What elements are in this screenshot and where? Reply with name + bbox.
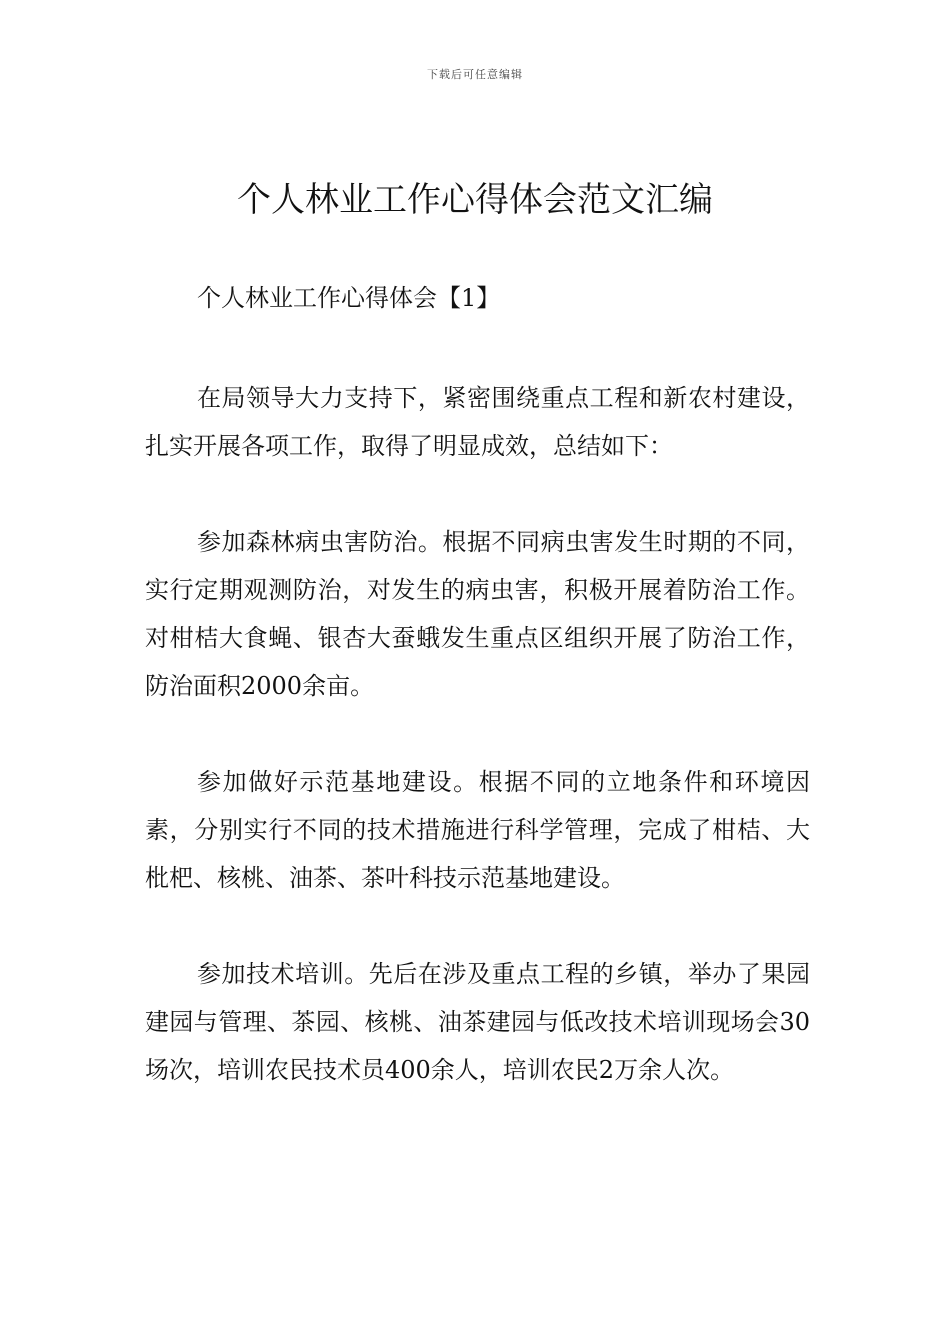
header-note: 下载后可任意编辑 bbox=[427, 68, 523, 81]
paragraph-intro: 在局领导大力支持下，紧密围绕重点工程和新农村建设，扎实开展各项工作，取得了明显成效，总结如下： bbox=[145, 384, 810, 460]
paragraph-demo-base: 参加做好示范基地建设。根据不同的立地条件和环境因素，分别实行不同的技术措施进行科学管理，完成了柑桔、大枇杷、核桃、油茶、茶叶科技示范基地建设。 bbox=[145, 768, 810, 892]
document-title: 个人林业工作心得体会范文汇编 bbox=[237, 180, 713, 220]
paragraph-pest-control: 参加森林病虫害防治。根据不同病虫害发生时期的不同，实行定期观测防治，对发生的病虫害，积极开展着防治工作。对柑桔大食蝇、银杏大蚕蛾发生重点区组织开展了防治工作，防治面积2000余亩。 bbox=[145, 528, 810, 700]
section-heading: 个人林业工作心得体会【1】 bbox=[197, 284, 501, 312]
paragraph-training: 参加技术培训。先后在涉及重点工程的乡镇，举办了果园建园与管理、茶园、核桃、油茶建园与低改技术培训现场会30场次，培训农民技术员400余人，培训农民2万余人次。 bbox=[145, 960, 810, 1084]
document-body bbox=[145, 274, 810, 1142]
